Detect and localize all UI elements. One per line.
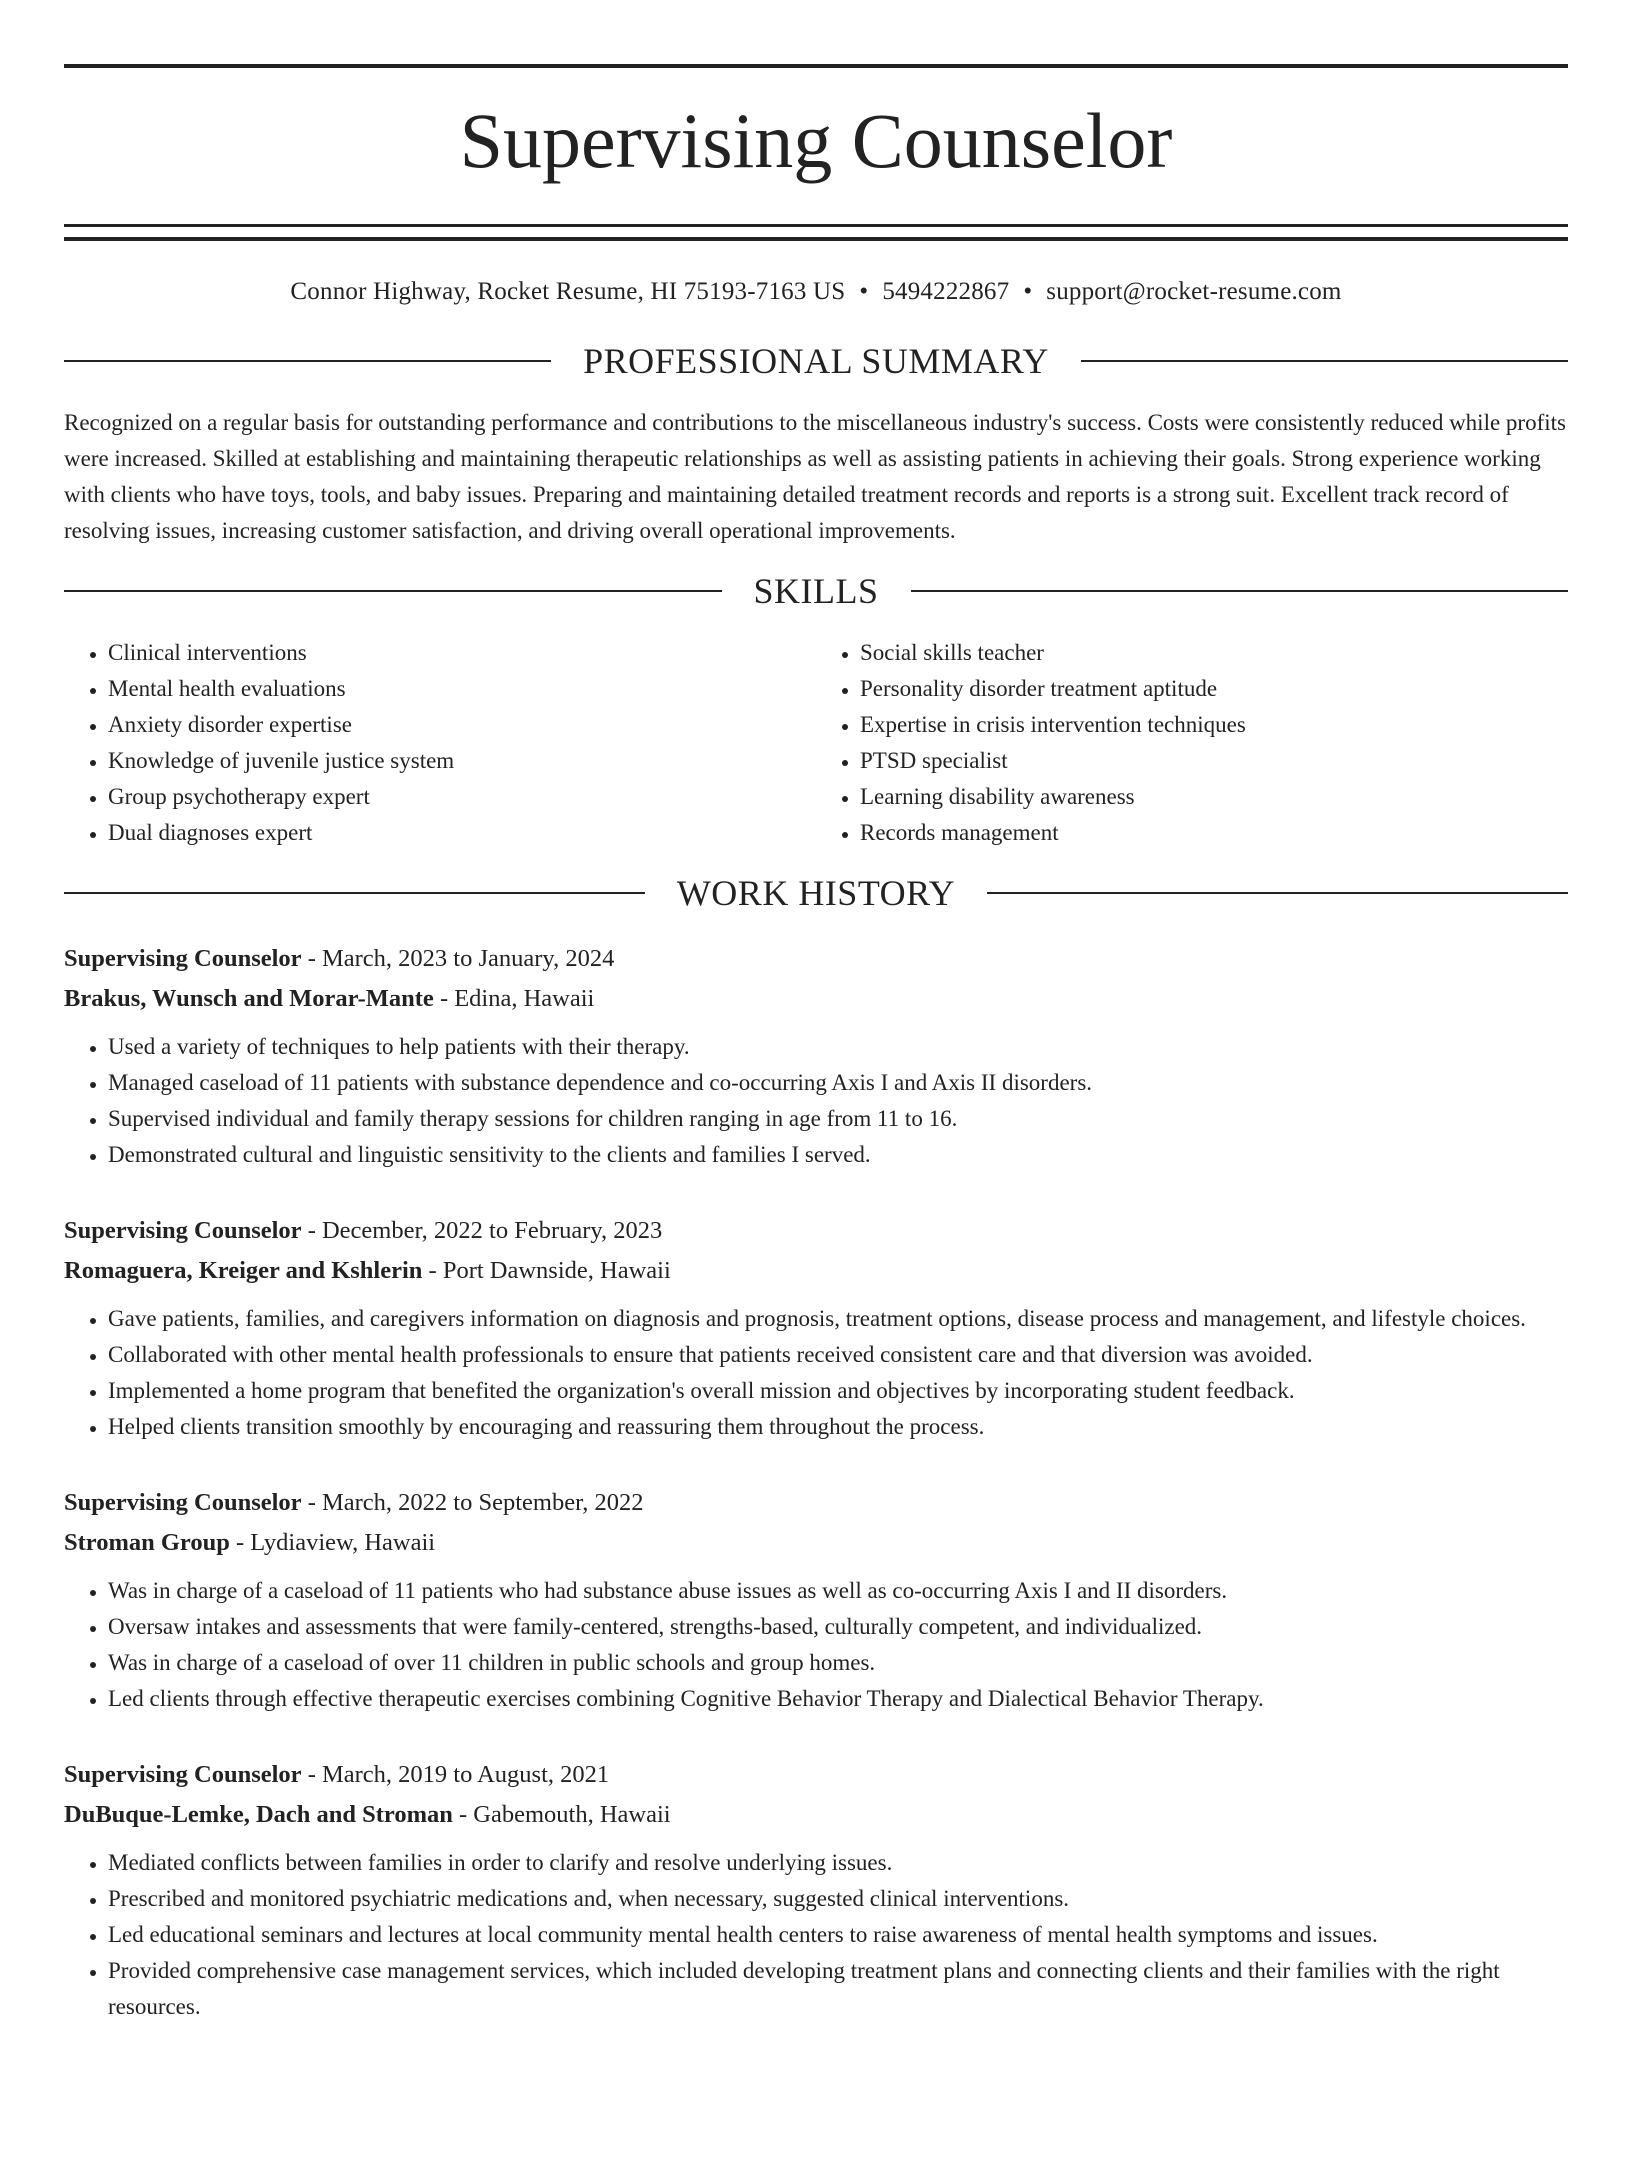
job-dates: - March, 2022 to September, 2022: [301, 1489, 644, 1516]
skill-item: • Dual diagnoses expert: [108, 815, 816, 851]
heading-rule-left: [64, 360, 551, 362]
job-bullet: • Implemented a home program that benefited the organization's overall mission and objectives by incorporating student feedback.: [108, 1373, 1568, 1409]
job-bullet: • Managed caseload of 11 patients with substance dependence and co-occurring Axis I and Axis II disorders.: [108, 1065, 1568, 1101]
job-title: Supervising Counselor: [64, 945, 302, 972]
job-bullet: • Prescribed and monitored psychiatric medications and, when necessary, suggested clinical interventions.: [108, 1881, 1568, 1917]
job-title-line: [64, 1483, 1568, 1523]
job-company: Brakus, Wunsch and Morar-Mante: [64, 985, 434, 1012]
skill-item: • Group psychotherapy expert: [108, 779, 816, 815]
job-location: - Port Dawnside, Hawaii: [422, 1257, 671, 1284]
skill-item: • Anxiety disorder expertise: [108, 707, 816, 743]
job-entry: [64, 1211, 1568, 1445]
job-title: Supervising Counselor: [64, 1489, 302, 1516]
title-double-rule: [64, 224, 1568, 241]
job-location: - Edina, Hawaii: [433, 985, 595, 1012]
contact-email: support@rocket-resume.com: [1046, 278, 1342, 305]
skills-heading-label: SKILLS: [753, 571, 879, 611]
job-title-line: [64, 1755, 1568, 1795]
job-bullet: • Led educational seminars and lectures at local community mental health centers to raise awareness of mental health symptoms and issues.: [108, 1917, 1568, 1953]
job-title-line: [64, 1211, 1568, 1251]
job-bullet: • Demonstrated cultural and linguistic sensitivity to the clients and families I served.: [108, 1137, 1568, 1173]
contact-address: Connor Highway, Rocket Resume, HI 75193-7163 US: [290, 278, 846, 305]
skills-list: [64, 635, 1568, 851]
job-bullets: [64, 1301, 1568, 1445]
job-bullet: • Was in charge of a caseload of over 11 children in public schools and group homes.: [108, 1645, 1568, 1681]
job-dates: - December, 2022 to February, 2023: [301, 1217, 663, 1244]
heading-rule-right: [987, 892, 1568, 894]
skill-item: • Social skills teacher: [860, 635, 1568, 671]
skill-item: • Personality disorder treatment aptitude: [860, 671, 1568, 707]
skill-item: • Clinical interventions: [108, 635, 816, 671]
job-entry: [64, 939, 1568, 1173]
summary-heading: [64, 343, 1568, 379]
work-history-heading: [64, 875, 1568, 911]
skill-item: • Mental health evaluations: [108, 671, 816, 707]
job-bullets: [64, 1845, 1568, 2025]
job-bullet: • Oversaw intakes and assessments that were family-centered, strengths-based, culturally competent, and individualized.: [108, 1609, 1568, 1645]
job-bullet: • Led clients through effective therapeutic exercises combining Cognitive Behavior Therapy and Dialectical Behavior Therapy.: [108, 1681, 1568, 1717]
heading-rule-right: [1081, 360, 1568, 362]
job-bullet: • Collaborated with other mental health professionals to ensure that patients received consistent care and that diversion was avoided.: [108, 1337, 1568, 1373]
job-location: - Gabemouth, Hawaii: [452, 1801, 671, 1828]
job-entry: [64, 1483, 1568, 1717]
job-company-line: [64, 979, 1568, 1019]
summary-heading-label: PROFESSIONAL SUMMARY: [583, 341, 1049, 381]
job-title-line: [64, 939, 1568, 979]
job-bullet: • Provided comprehensive case management services, which included developing treatment plans and connecting clients and their families with the right resources.: [108, 1953, 1568, 2025]
job-company-line: [64, 1251, 1568, 1291]
job-bullet: • Supervised individual and family therapy sessions for children ranging in age from 11 to 16.: [108, 1101, 1568, 1137]
job-bullet: • Mediated conflicts between families in order to clarify and resolve underlying issues.: [108, 1845, 1568, 1881]
skill-item: • PTSD specialist: [860, 743, 1568, 779]
job-title: Supervising Counselor: [64, 1761, 302, 1788]
job-bullet: • Helped clients transition smoothly by encouraging and reassuring them throughout the process.: [108, 1409, 1568, 1445]
contact-separator: •: [859, 278, 869, 305]
skill-item: • Learning disability awareness: [860, 779, 1568, 815]
job-dates: - March, 2023 to January, 2024: [301, 945, 615, 972]
top-rule: [64, 64, 1568, 68]
skills-column-left: [64, 635, 816, 851]
skills-column-right: [816, 635, 1568, 851]
job-bullets: [64, 1573, 1568, 1717]
job-company: Stroman Group: [64, 1529, 230, 1556]
contact-separator: •: [1023, 278, 1033, 305]
job-bullet: • Was in charge of a caseload of 11 patients who had substance abuse issues as well as co-occurring Axis I and II disorders.: [108, 1573, 1568, 1609]
resume-name: Supervising Counselor: [459, 97, 1173, 184]
job-location: - Lydiaview, Hawaii: [229, 1529, 436, 1556]
job-entry: [64, 1755, 1568, 2025]
job-bullets: [64, 1029, 1568, 1173]
job-bullet: • Used a variety of techniques to help patients with their therapy.: [108, 1029, 1568, 1065]
job-company-line: [64, 1795, 1568, 1835]
job-company: DuBuque-Lemke, Dach and Stroman: [64, 1801, 453, 1828]
job-dates: - March, 2019 to August, 2021: [301, 1761, 610, 1788]
contact-phone: 5494222867: [882, 278, 1010, 305]
work-history-heading-label: WORK HISTORY: [676, 873, 956, 913]
job-bullet: • Gave patients, families, and caregivers information on diagnosis and prognosis, treatment options, disease process and management, and lifestyle choices.: [108, 1301, 1568, 1337]
resume-page: [0, 64, 1632, 2176]
skill-item: • Expertise in crisis intervention techniques: [860, 707, 1568, 743]
contact-line: [64, 277, 1568, 307]
job-company-line: [64, 1523, 1568, 1563]
skills-heading: [64, 573, 1568, 609]
job-title: Supervising Counselor: [64, 1217, 302, 1244]
heading-rule-right: [911, 590, 1569, 592]
summary-text: Recognized on a regular basis for outstanding performance and contributions to the miscellaneous industry's success. Costs were consistently reduced while profits were increased. Skilled at establishing and maintaining therapeutic relationships as well as assisting patients in achieving their goals. Strong experience working with clients who have toys, tools, and baby issues. Preparing and maintaining detailed treatment records and reports is a strong suit. Excellent track record of resolving issues, increasing customer satisfaction, and driving overall operational improvements.: [64, 410, 1566, 543]
skill-item: • Knowledge of juvenile justice system: [108, 743, 816, 779]
heading-rule-left: [64, 590, 722, 592]
heading-rule-left: [64, 892, 645, 894]
skill-item: • Records management: [860, 815, 1568, 851]
job-company: Romaguera, Kreiger and Kshlerin: [64, 1257, 423, 1284]
